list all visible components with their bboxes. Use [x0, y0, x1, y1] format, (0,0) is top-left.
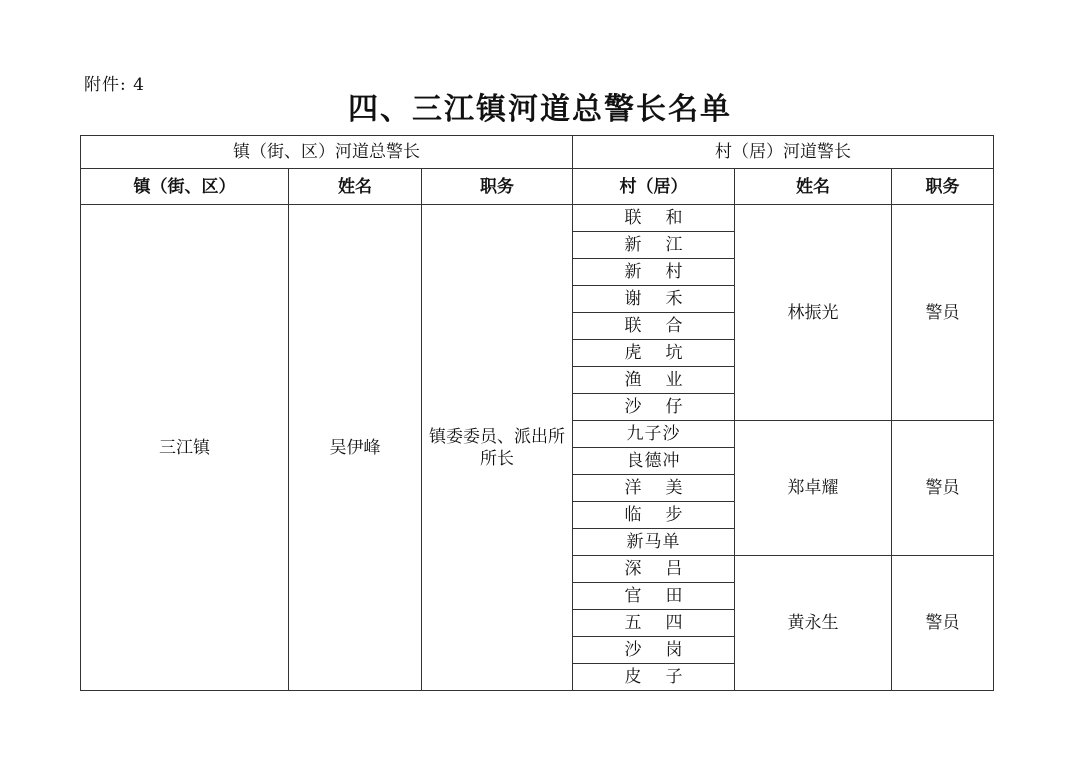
village-cell [573, 528, 735, 555]
village-name-text: 虎坑 [624, 343, 707, 363]
village-name-text: 洋美 [624, 477, 707, 498]
village-cell [573, 286, 735, 313]
town-group-header: 镇（街、区）河道总警长 [81, 136, 573, 169]
attachment-label: 附件: 4 [84, 75, 145, 95]
column-header-village: 村（居） [573, 169, 735, 205]
village-cell [573, 259, 735, 286]
village-cell [573, 313, 735, 340]
village-cell [573, 367, 735, 394]
village-officer-name-cell: 郑卓耀 [735, 420, 892, 555]
column-header-town-name: 姓名 [289, 169, 422, 205]
village-name-text: 沙仔 [624, 396, 707, 417]
table-row [81, 205, 994, 232]
column-header-village-name: 姓名 [735, 169, 892, 205]
village-name-text: 皮子 [624, 666, 707, 687]
village-name-text: 新村 [624, 262, 707, 283]
village-officer-name-cell: 黄永生 [735, 555, 892, 690]
village-cell [573, 232, 735, 259]
village-name-text: 良德冲 [626, 450, 681, 471]
column-header-town: 镇（街、区） [81, 169, 289, 205]
village-name-text: 渔业 [624, 369, 707, 390]
village-cell [573, 636, 735, 663]
village-officer-position-cell: 警员 [892, 205, 994, 421]
village-officer-position-cell: 警员 [892, 420, 994, 555]
village-officer-position-cell: 警员 [892, 555, 994, 690]
village-name-text: 官田 [624, 585, 707, 606]
village-cell [573, 205, 735, 232]
town-chief-name-cell: 吴伊峰 [289, 205, 422, 691]
column-header-town-position: 职务 [422, 169, 573, 205]
village-name-text: 沙岗 [624, 639, 707, 660]
village-cell [573, 340, 735, 367]
village-name-text: 联合 [624, 316, 707, 337]
village-name-text: 谢禾 [624, 289, 707, 310]
column-header-village-position: 职务 [892, 169, 994, 205]
village-name-text: 临步 [624, 504, 707, 525]
village-name-text: 深吕 [624, 558, 707, 579]
page-title: 四、三江镇河道总警长名单 [348, 92, 732, 127]
village-cell [573, 474, 735, 501]
village-name-text: 新江 [624, 235, 707, 256]
town-chief-position-cell: 镇委委员、派出所所长 [422, 205, 573, 691]
river-police-roster-table [80, 135, 994, 691]
village-name-text: 九子沙 [626, 423, 681, 444]
village-group-header: 村（居）河道警长 [573, 136, 994, 169]
village-cell [573, 555, 735, 582]
village-name-text: 新马单 [626, 531, 681, 552]
village-name-text: 五四 [624, 612, 707, 633]
village-cell [573, 609, 735, 636]
village-name-text: 联和 [624, 208, 707, 229]
village-officer-name-cell: 林振光 [735, 205, 892, 421]
town-cell: 三江镇 [81, 205, 289, 691]
village-cell [573, 663, 735, 690]
village-cell [573, 501, 735, 528]
village-cell [573, 393, 735, 420]
village-cell [573, 447, 735, 474]
village-cell [573, 582, 735, 609]
village-cell [573, 420, 735, 447]
